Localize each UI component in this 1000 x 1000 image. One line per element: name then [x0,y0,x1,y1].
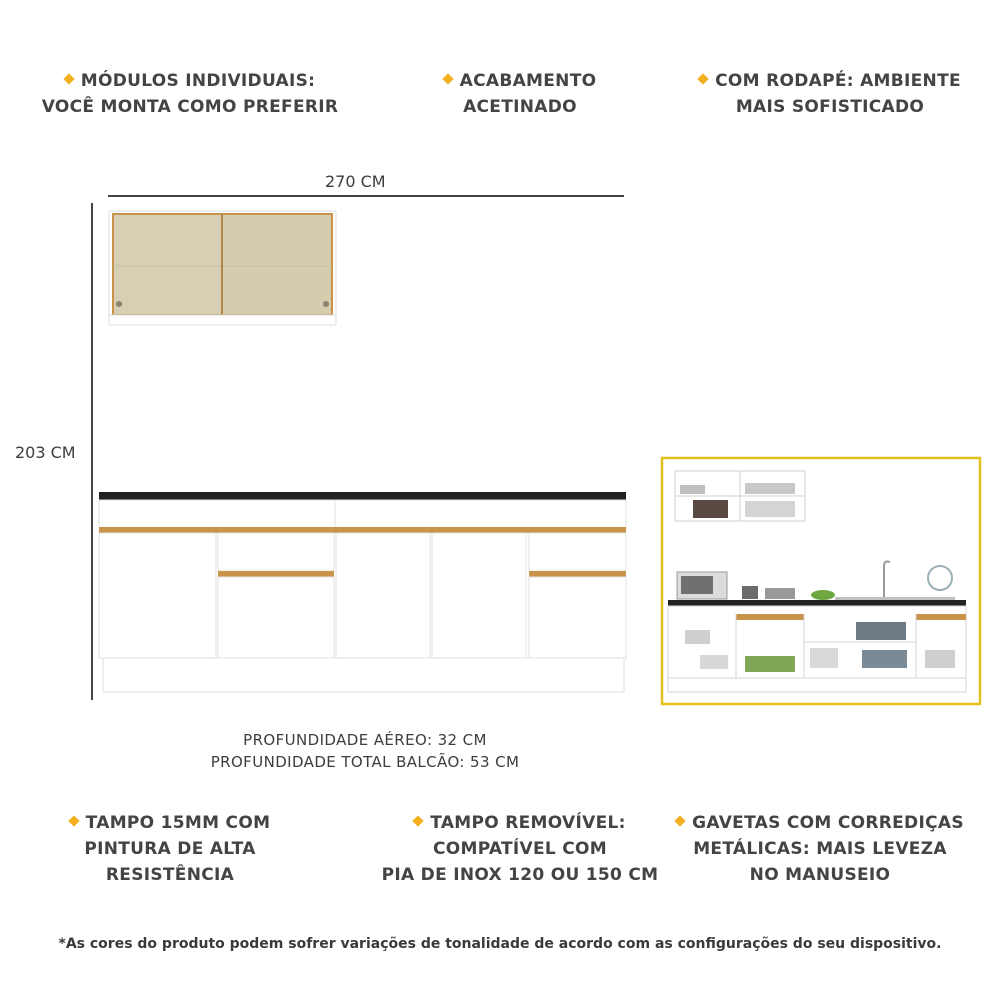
depth-base-label: PROFUNDIDADE TOTAL BALCÃO: 53 CM [210,753,520,771]
feature-gavetas: GAVETAS COM CORREDIÇAS METÁLICAS: MAIS LEVEZA NO MANUSEIO [660,810,980,888]
color-disclaimer-footnote: *As cores do produto podem sofrer variações de tonalidade de acordo com as configurações do seu dispositivo. [58,936,942,952]
feature-rodape: COM RODAPÉ: AMBIENTE MAIS SOFISTICADO [680,68,980,120]
diamond-bullet-icon [413,815,424,826]
depth-upper-label: PROFUNDIDADE AÉREO: 32 CM [243,731,487,749]
height-dimension-label: 203 CM [15,443,76,462]
diamond-bullet-icon [674,815,685,826]
feature-tampo-removivel: TAMPO REMOVÍVEL: COMPATÍVEL COM PIA DE INOX 120 OU 150 CM [381,813,659,885]
feature-acabamento: ACABAMENTO ACETINADO [420,68,620,120]
feature-modulos-individuais: MÓDULOS INDIVIDUAIS: VOCÊ MONTA COMO PREFERIR [41,71,339,117]
width-dimension-label: 270 CM [325,172,386,191]
feature-tampo-15mm: TAMPO 15MM COM PINTURA DE ALTA RESISTÊNCIA [50,810,290,888]
diamond-bullet-icon [68,815,79,826]
